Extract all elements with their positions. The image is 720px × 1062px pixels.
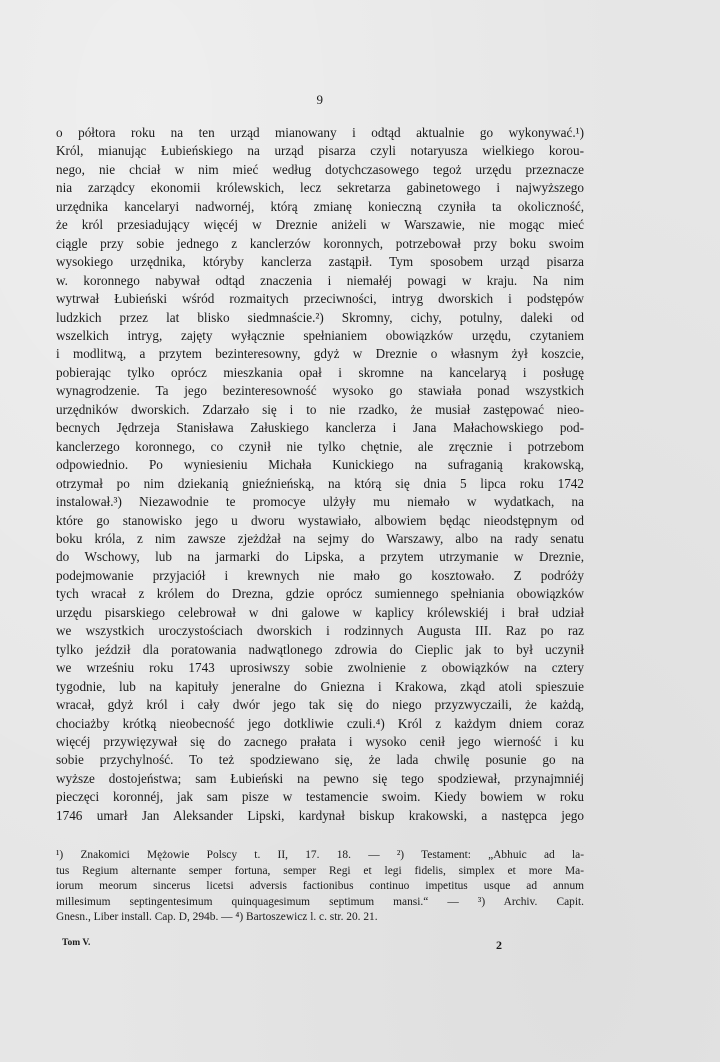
footnote-line: ¹) Znakomici Mężowie Polscy t. II, 17. 18. — ²) Testament: „Abhuic ad la- [56, 849, 584, 861]
body-line: wracał, gdyż król i cały dwór jego tak się do niego przyzwyczaili, że każdą, [56, 697, 584, 713]
body-line: otrzymał po nim dziekanią gnieźnieńską, na którą się dnia 5 lipca roku 1742 [56, 475, 584, 491]
body-line: które go stanowisko jego u dworu wystawiało, albowiem będąc nieodstępnym od [56, 512, 584, 528]
body-line: ciągle przy sobie jednego z kanclerzów koronnych, potrzebował przy boku swoim [56, 235, 584, 251]
body-line: nia zarządcy ekonomii królewskich, lecz sekretarza gabinetowego i najwyższego [56, 180, 584, 196]
footnotes [56, 848, 584, 926]
body-line: boku króla, z nim zawsze zjeżdżał na sejmy do Warszawy, albo na rady senatu [56, 530, 584, 546]
body-line: we wrześniu roku 1743 uprosiwszy sobie zwolnienie z obowiązków na cztery [56, 660, 584, 676]
body-line: we wszystkich uroczystościach dworskich i rodzinnych Augusta III. Raz po raz [56, 623, 584, 639]
footnote-line: millesimum septingentesimum quinquagesimum septimum mansi.“ — ³) Archiv. Capit. [56, 895, 584, 908]
body-line: urzędnika kancelaryi nadwornéj, którą zmianę konieczną czyniła ta okoliczność, [56, 198, 584, 214]
body-line: nego, nie chciał w nim mieć według dotychczasowego tegoż urzędu przeznacze [56, 161, 584, 177]
body-line: podejmowanie przyjaciół i krewnych nie mało go kosztowało. Z podróży [56, 567, 584, 583]
body-line: Król, mianując Łubieńskiego na urząd pisarza czyli notaryusza wielkiego korou- [56, 143, 584, 159]
body-line: chociażby krótką nieobecność jego dotkliwie czuli.⁴) Król z każdym dniem coraz [56, 715, 584, 731]
body-line: odpowiednio. Po wyniesieniu Michała Kunickiego na sufraganią krakowską, [56, 457, 584, 473]
body-line: tylko jeździł dla poratowania nadwątlonego zdrowia do Cieplic jak to był uczynił [56, 641, 584, 657]
body-line: wytrwał Łubieński wśród rozmaitych przeciwności, intryg dworskich i podstępów [56, 291, 584, 307]
signature-row [62, 938, 502, 954]
sheet-signature: 2 [496, 938, 502, 952]
body-line: wysokiego urzędnika, któryby kanclerza zastąpił. Tym sposobem urząd pisarza [56, 254, 584, 270]
body-line: wynagrodzenie. Ta jego bezinteresowność wysoko go stawiała ponad wszystkich [56, 383, 584, 399]
body-line: i modlitwą, a przytem bezinteresowny, gdyż w Dreznie o własnym żył koszcie, [56, 346, 584, 362]
body-line: że król przesiadujący więcéj w Dreznie aniżeli w Warszawie, nie mogąc mieć [56, 217, 584, 233]
body-line: więcéj przywięzywał się do zacnego prałata i wysoko cenił jego wierność i ku [56, 733, 584, 749]
body-line: w. koronnego nabywał odtąd znaczenia i niemałéj powagi w kraju. Na nim [56, 272, 584, 288]
body-line: kanclerzego koronnego, co czynił nie tylko chętnie, ale zręcznie i potrzebom [56, 438, 584, 454]
body-line: pieczęci koronnéj, jak sam pisze w testamencie swoim. Kiedy bowiem w roku [56, 789, 584, 805]
body-line: pobierając tylko oprócz mieszkania opał i skromne na kancelaryą i posługę [56, 364, 584, 380]
volume-signature: Tom V. [62, 938, 91, 948]
body-text [56, 124, 584, 825]
footnote-line: Gnesn., Liber install. Cap. D, 294b. — ⁴) Bartoszewicz l. c. str. 20. 21. [56, 911, 378, 923]
footnote-line: iorum meorum sincerus licetsi adversis factionibus continuo impetitus usque ad annum [56, 880, 584, 892]
body-line: urzędu pisarskiego celebrował w dni galowe w kaplicy królewskiéj i brał udział [56, 604, 584, 620]
body-line: wyższe dostojeństwa; sam Łubieński na pewno się tego spodziewał, przynajmniéj [56, 770, 584, 786]
footnote-line: tus Regium alternante semper fortuna, semper Regi et legi fidelis, simplex et more Ma- [56, 864, 584, 877]
body-line: wszelkich intryg, zajęty wyłącznie spełnianiem obowiązków urzędu, czytaniem [56, 327, 584, 343]
body-line: tych wracał z królem do Drezna, gdzie oprócz sumiennego spełniania obowiązków [56, 586, 584, 602]
page-number: 9 [316, 92, 324, 107]
body-line: instalował.³) Niezawodnie te promocye ulżyły mu niemało w wydatkach, na [56, 494, 584, 510]
body-line: becnych Jędrzeja Stanisława Załuskiego kanclerza i Jana Małachowskiego pod- [56, 420, 584, 436]
body-line: tygodnie, lub na kapituły jeneralne do Gniezna i Krakowa, zkąd atoli spieszuie [56, 678, 584, 694]
body-line: urzędników dworskich. Zdarzało się i to nie rzadko, że musiał zastępować nieo- [56, 401, 584, 417]
body-line: ludzkich przez lat blisko siedmnaście.²) Skromny, cichy, potulny, daleki od [56, 309, 584, 325]
body-line: 1746 umarł Jan Aleksander Lipski, kardynał biskup krakowski, a następca jego [56, 807, 584, 823]
body-line: o półtora roku na ten urząd mianowany i odtąd aktualnie go wykonywać.¹) [56, 125, 584, 140]
body-line: sobie przychylność. To też spodziewano się, że lada chwilę posunie go na [56, 752, 584, 768]
body-line: do Wschowy, lub na jarmarki do Lipska, a przytem utrzymanie w Dreznie, [56, 549, 584, 565]
